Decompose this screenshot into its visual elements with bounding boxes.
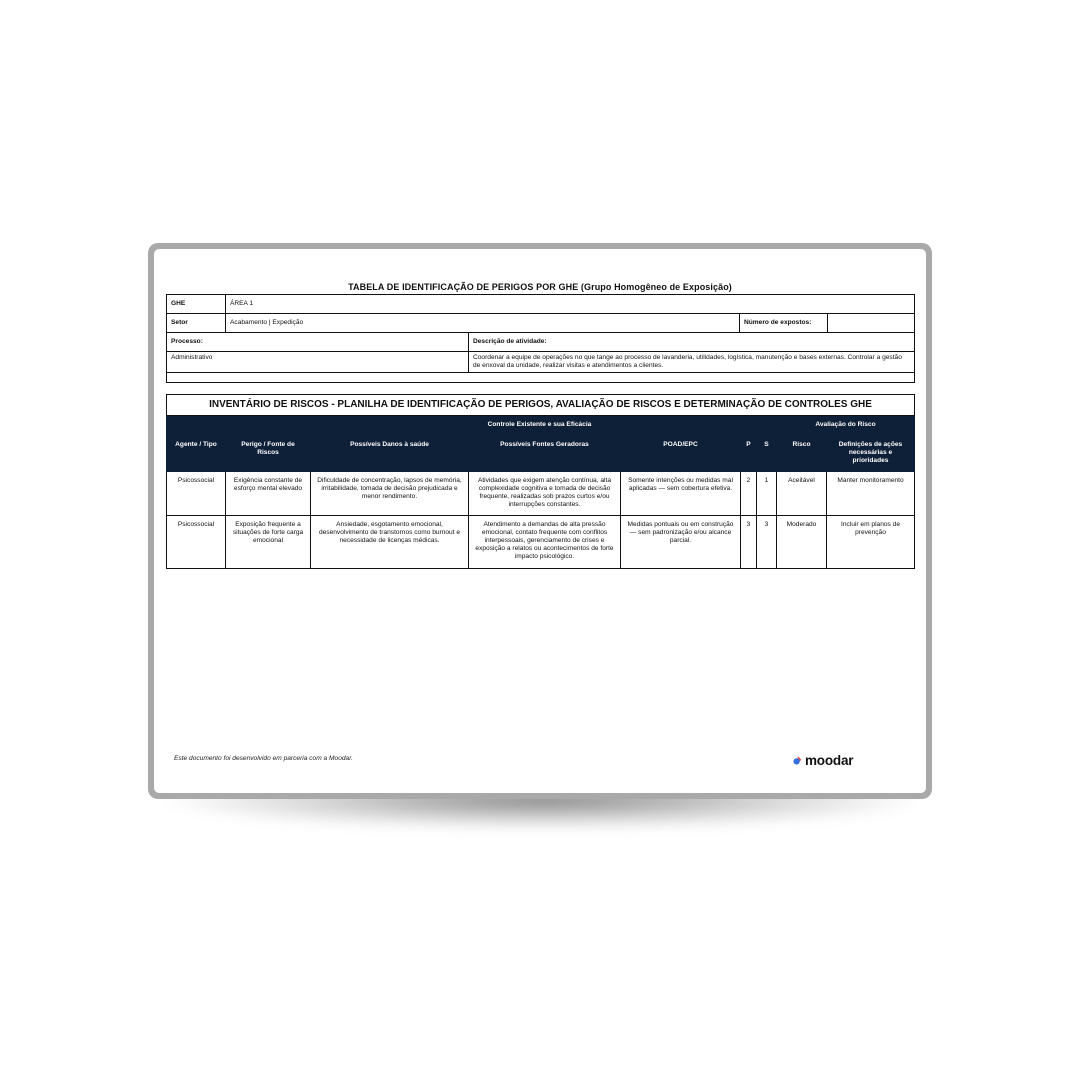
cell-agente: Psicossocial [167,516,226,569]
cell-risco: Aceitável [777,472,827,516]
cell-fontes: Atividades que exigem atenção contínua, alta complexidade cognitiva e tomada de decisão frequente, realizadas sob prazos curtos e/ou interrupções constantes. [469,472,621,516]
setor-label: Setor [167,314,226,333]
document-frame [148,243,932,799]
col-s: S [757,435,777,472]
ghe-info-table [166,294,915,383]
descricao-label: Descrição de atividade: [469,333,915,352]
cell-risco: Moderado [777,516,827,569]
moodar-logo-text: moodar [805,753,854,768]
col-risco: Risco [777,435,827,472]
document-page [154,249,926,793]
col-danos: Possíveis Danos à saúde [311,435,469,472]
spacer-row [167,372,915,382]
cell-danos: Ansiedade, esgotamento emocional, desenvolvimento de transtornos como burnout e necessidade de licenças médicas. [311,516,469,569]
col-poad: POAD/EPC [621,435,741,472]
cell-poad: Somente intenções ou medidas mal aplicadas — sem cobertura efetiva. [621,472,741,516]
col-acoes: Definições de ações necessárias e prioridades [827,435,915,472]
ghe-row [167,295,915,314]
moodar-logo [792,753,853,768]
group-avaliacao-header: Avaliação do Risco [777,416,915,435]
cell-fontes: Atendimento a demandas de alta pressão emocional, contato frequente com conflitos interpessoais, gerenciamento de crises e exposição a relatos ou acontecimentos de forte impacto psicológico. [469,516,621,569]
cell-perigo: Exigência constante de esforço mental elevado [226,472,311,516]
cell-p: 2 [741,472,757,516]
group-controle-header: Controle Existente e sua Eficácia [167,416,777,435]
ghe-label: GHE [167,295,226,314]
cell-danos: Dificuldade de concentração, lapsos de memória, irritabilidade, tomada de decisão prejudicada e menor rendimento. [311,472,469,516]
cell-p: 3 [741,516,757,569]
cell-perigo: Exposição frequente a situações de forte carga emocional [226,516,311,569]
processo-label: Processo: [167,333,469,352]
processo-value-row [167,352,915,373]
column-header-row [167,435,915,472]
setor-value: Acabamento | Expedição [226,314,740,333]
col-agente: Agente / Tipo [167,435,226,472]
ghe-value: ÁREA 1 [226,295,915,314]
expostos-value [828,314,915,333]
cell-acoes: Manter monitoramento [827,472,915,516]
descricao-value: Coordenar a equipe de operações no que tange ao processo de lavanderia, utilidades, logística, manutenção e bases externas. Controlar a gestão de enxoval da unidade, realizar visitas e atendimentos a clientes. [469,352,915,373]
moodar-logo-icon [792,755,803,766]
footer-note: Este documento foi desenvolvido em parceria com a Moodar. [174,755,353,762]
setor-row [167,314,915,333]
risk-inventory-table [166,394,915,569]
col-p: P [741,435,757,472]
processo-header-row [167,333,915,352]
expostos-label: Número de expostos: [740,314,828,333]
cell-poad: Medidas pontuais ou em construção — sem padronização e/ou alcance parcial. [621,516,741,569]
spacer-cell [167,372,915,382]
group-header-row [167,416,915,435]
table-row [167,516,915,569]
col-perigo: Perigo / Fonte de Riscos [226,435,311,472]
col-fontes: Possíveis Fontes Geradoras [469,435,621,472]
document-title: TABELA DE IDENTIFICAÇÃO DE PERIGOS POR GHE (Grupo Homogêneo de Exposição) [348,282,732,292]
cell-agente: Psicossocial [167,472,226,516]
cell-s: 1 [757,472,777,516]
cell-acoes: Incluir em planos de prevenção [827,516,915,569]
table-row [167,472,915,516]
processo-value: Administrativo [167,352,469,373]
inventory-title: INVENTÁRIO DE RISCOS - PLANILHA DE IDENTIFICAÇÃO DE PERIGOS, AVALIAÇÃO DE RISCOS E DETERMINAÇÃO DE CONTROLES GHE [167,395,915,416]
inventory-title-row [167,395,915,416]
cell-s: 3 [757,516,777,569]
